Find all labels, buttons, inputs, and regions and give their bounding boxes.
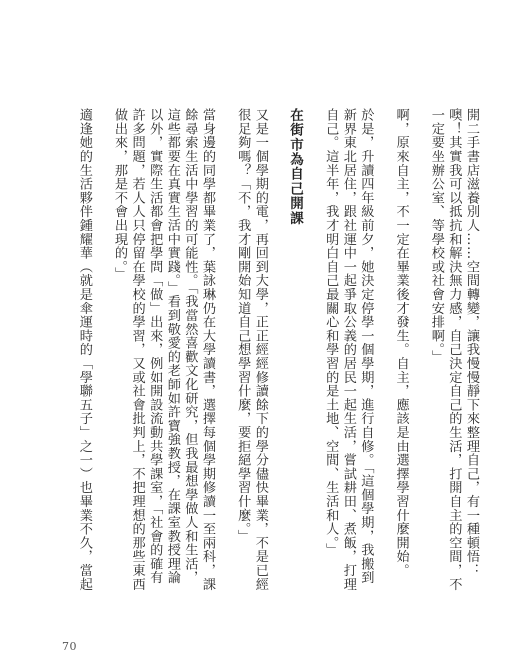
text-column: 新界東北居住，跟社運中一起爭取公義的居民一起生活，嘗試耕田、煮飯，打理 [340, 108, 356, 591]
text-column: 許多問題，若人人只停留在學校的學習，又或社會批判上，不把理想的那些東西 [129, 108, 145, 591]
text-column: 開二手書店滋養別人……空間轉變，讓我慢慢靜下來整理自己，有一種頓悟： [464, 108, 479, 578]
text-column: 當身邊的同學都畢業了，葉詠琳仍在大學讀書，選擇每個學期修讀一至兩科，課 [200, 108, 215, 591]
text-column: 以外，實際生活都會把學問「做」出來，例如開設流動共學課室，「社會的確有 [147, 108, 163, 585]
text-column: 做出來，那是不會出現的。」 [112, 108, 127, 281]
text-column: 自己。這半年，我才明白自己最關心和學習的是土地、空間、生活和人。」 [323, 108, 339, 557]
text-column: 於是，升讀四年級前夕，她決定停學一個學期，進行自修。「這個學期，我搬到 [358, 108, 374, 585]
section-heading: 在街市為自己開課 [287, 108, 303, 226]
text-column: 適逢她的生活夥伴鍾耀華（就是傘運時的「學聯五子」之一）也畢業不久，當起 [76, 108, 92, 591]
text-column: 啊，原來自主，不一定在畢業後才發生。自主，應該是由選擇學習什麼開始。 [393, 108, 409, 578]
text-column: 餘尋索生活中學習的可能性。「我當然喜歡文化研究，但我最想學做人和生活， [182, 108, 198, 585]
text-column: 又是一個學期的電，再回到大學，正正經經修讀餘下的學分儘快畢業，不是已經 [252, 108, 268, 591]
text-column: 這些都要在真實生活中實踐。」看到敬愛的老師如許寶強教授，在課室教授理論 [164, 108, 180, 585]
page-number: 70 [62, 640, 77, 653]
text-column: 一定要坐辦公室、等學校或社會安排啊。」 [428, 108, 444, 364]
text-column: 很足夠嗎？「不，我才剛開始知道自己想學習什麼，要拒絕學習什麼。」 [235, 108, 251, 543]
text-column: 噢！其實我可以抵抗和解決無力感，自己決定自己的生活，打開自主的空間，不 [446, 108, 462, 591]
